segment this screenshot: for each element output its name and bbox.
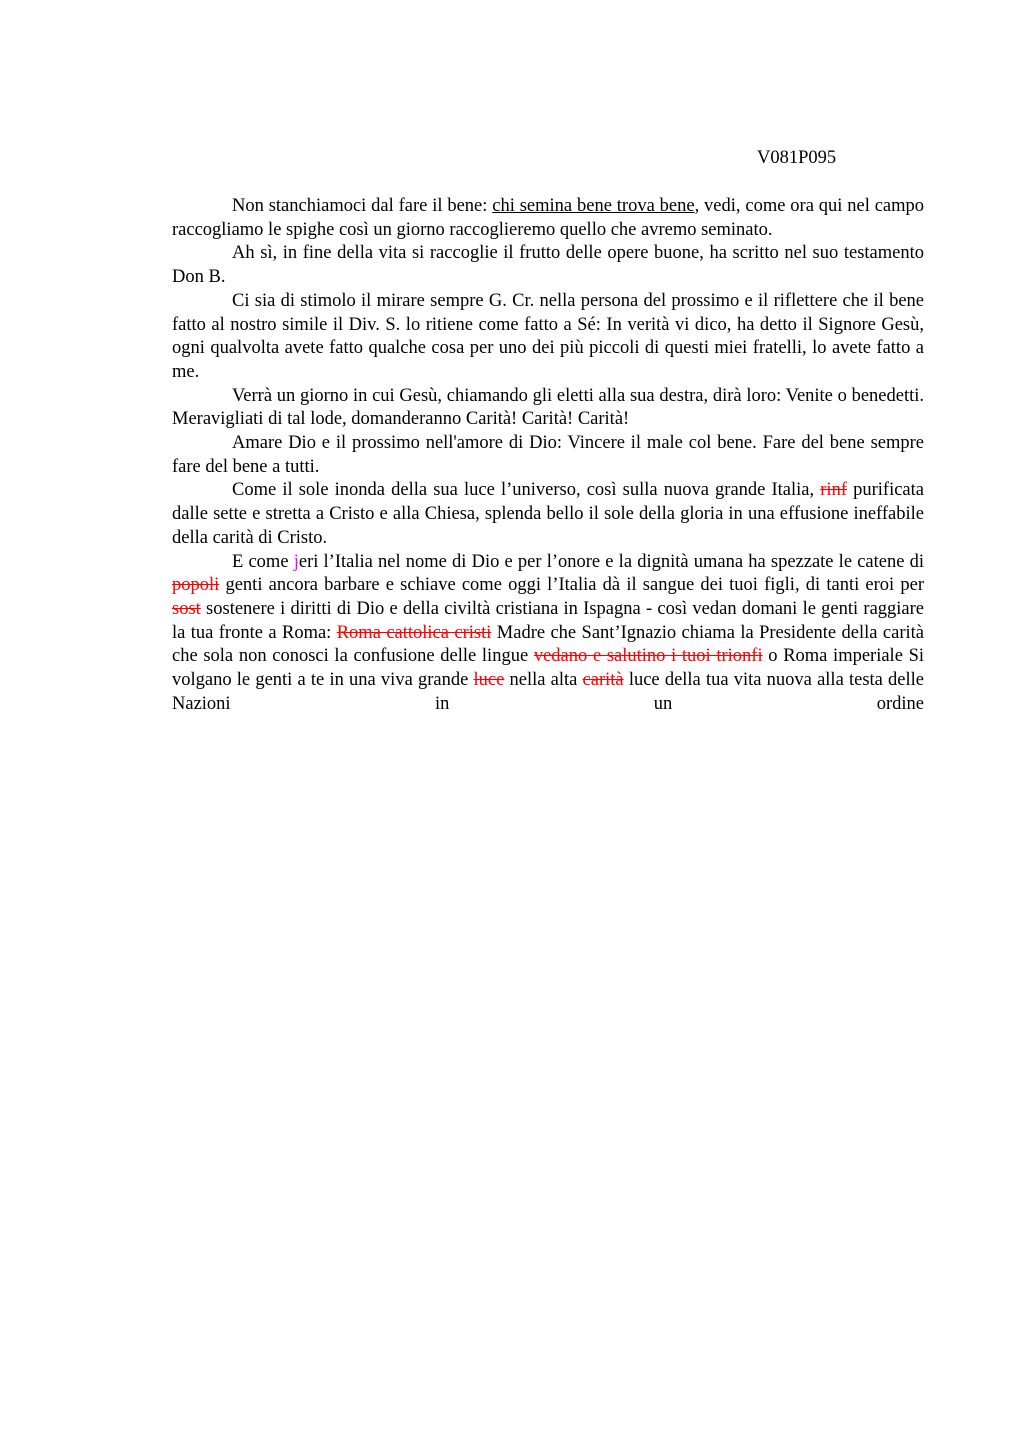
- paragraph-7: [172, 551, 924, 717]
- text-run: luce della tua vita nuova alla testa delle Nazioni in un ordine: [172, 670, 925, 714]
- deleted-text: vedano e salutino i tuoi trionfi: [533, 646, 763, 667]
- text-run: o Roma imperiale Si volgano le genti a te in una viva grande: [172, 646, 925, 691]
- underlined-phrase: chi semina bene trova bene: [492, 196, 695, 216]
- deleted-text: Roma cattolica cristi: [336, 622, 492, 643]
- text-run: E come: [232, 551, 294, 572]
- text-run: sostenere i diritti di Dio e della civiltà cristiana in Ispagna - così vedan domani le genti raggiare la tua fronte a Roma:: [172, 598, 924, 643]
- paragraph-2: Ah sì, in fine della vita si raccoglie il frutto delle opere buone, ha scritto nel suo testamento Don B.: [172, 243, 924, 288]
- text-run: Madre che Sant’Ignazio chiama la Presidente della carità che sola non conosci la confusione delle lingue: [172, 622, 924, 667]
- deleted-text: popoli: [172, 575, 220, 596]
- deleted-text: rinf: [820, 480, 847, 501]
- paragraph-4: Verrà un giorno in cui Gesù, chiamando gli eletti alla sua destra, dirà loro: Venite o benedetti. Meravigliati di tal lode, domanderanno Carità! Carità! Carità!: [172, 385, 924, 430]
- text-run: eri l’Italia nel nome di Dio e per l’onore e la dignità umana ha spezzate le catene di: [298, 551, 925, 572]
- inserted-text: j: [293, 551, 299, 572]
- paragraph-5: Amare Dio e il prossimo nell'amore di Dio: Vincere il male col bene. Fare del bene sempre fare del bene a tutti.: [172, 433, 924, 477]
- deleted-text: carità: [582, 670, 624, 691]
- text-run: Come il sole inonda della sua luce l’universo, così sulla nuova grande Italia,: [232, 480, 821, 501]
- paragraph-3: Ci sia di stimolo il mirare sempre G. Cr. nella persona del prossimo e il riflettere che il bene fatto al nostro simile il Div. S. lo ritiene come fatto a Sé: In verità vi dico, ha detto il Signore Gesù, ogni qualvolta avete fatto qualche cosa per uno dei più piccoli di questi miei fratelli, lo avete fatto a me.: [172, 290, 924, 382]
- paragraph-6: [172, 479, 924, 550]
- text-run: , vedi, come ora qui nel campo raccogliamo le spighe così un giorno raccoglieremo quello che avremo seminato.: [172, 196, 925, 240]
- deleted-text: luce: [473, 670, 505, 691]
- deleted-text: sost: [172, 598, 201, 619]
- text-run: Non stanchiamoci dal fare il bene:: [232, 196, 493, 216]
- text-run: nella alta: [504, 670, 583, 691]
- page-id: V081P095: [757, 148, 837, 168]
- text-run: purificata dalle sette e stretta a Cristo e alla Chiesa, splenda bello il sole della gloria in una effusione ineffabile della carità di Cristo.: [172, 480, 924, 548]
- paragraph-1: [172, 195, 924, 242]
- document-body: [172, 195, 924, 716]
- text-run: genti ancora barbare e schiave come oggi l’Italia dà il sangue dei tuoi figli, di tanti eroi per: [219, 575, 924, 596]
